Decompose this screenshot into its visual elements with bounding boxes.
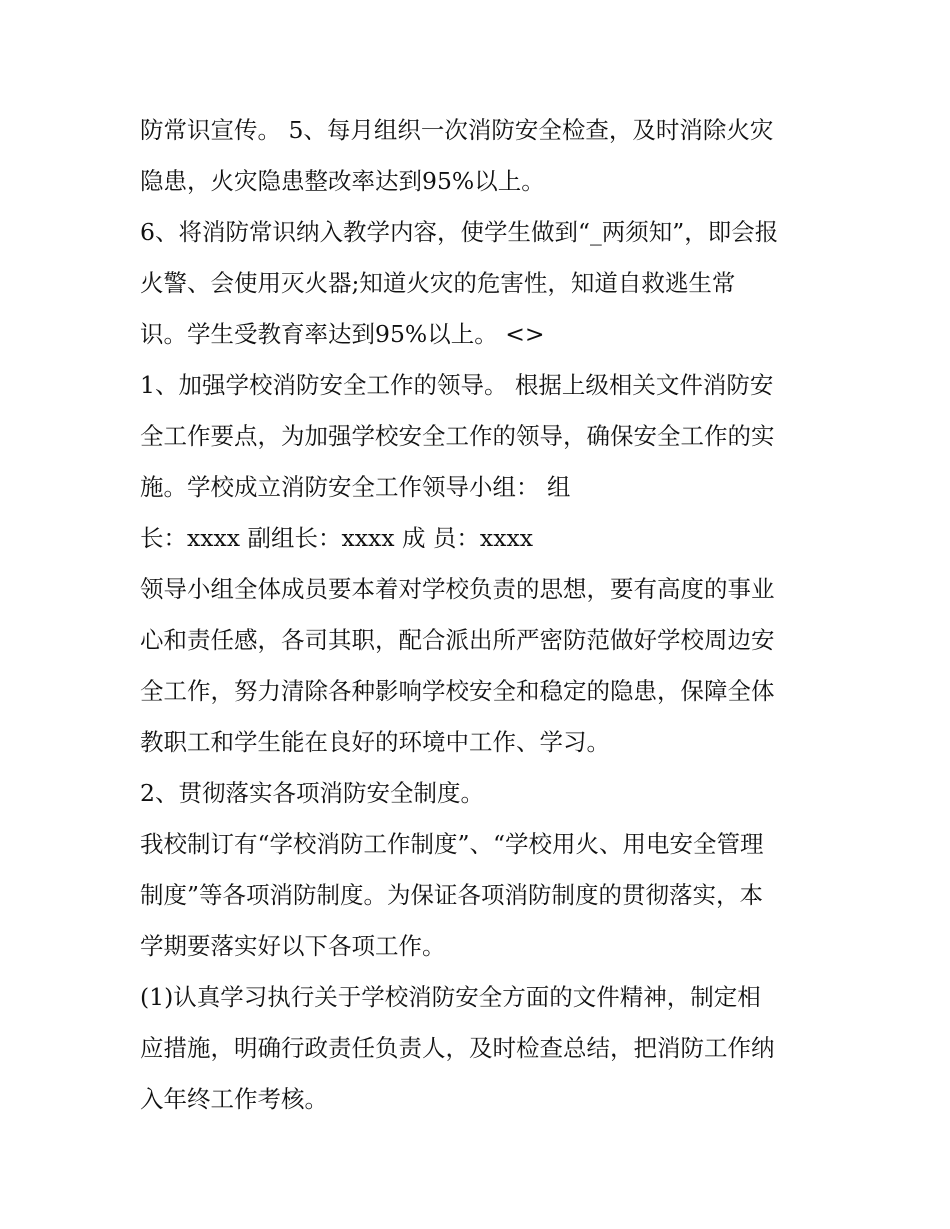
text-line: 制度”等各项消防制度。为保证各项消防制度的贯彻落实，本 xyxy=(140,881,764,909)
text-line: 全工作要点，为加强学校安全工作的领导，确保安全工作的实 xyxy=(140,422,775,450)
text-line: 火警、会使用灭火器;知道火灾的危害性，知道自救逃生常 xyxy=(140,269,736,297)
text-line: 6、将消防常识纳入教学内容，使学生做到“_两须知”，即会报 xyxy=(140,218,779,246)
text-line: 心和责任感，各司其职，配合派出所严密防范做好学校周边安 xyxy=(140,626,775,654)
text-line: 入年终工作考核。 xyxy=(140,1085,328,1113)
text-line: 应措施，明确行政责任负责人，及时检查总结，把消防工作纳 xyxy=(140,1034,775,1062)
text-line: (1)认真学习执行关于学校消防安全方面的文件精神，制定相 xyxy=(140,983,761,1011)
text-line: 教职工和学生能在良好的环境中工作、学习。 xyxy=(140,728,610,756)
text-line: 我校制订有“学校消防工作制度”、“学校用火、用电安全管理 xyxy=(140,830,764,858)
text-line: 1、加强学校消防安全工作的领导。 根据上级相关文件消防安 xyxy=(140,371,774,399)
text-line: 防常识宣传。 5、每月组织一次消防安全检查，及时消除火灾 xyxy=(140,116,774,144)
document-body xyxy=(140,105,830,1125)
text-line: 学期要落实好以下各项工作。 xyxy=(140,932,446,960)
text-line: 隐患，火灾隐患整改率达到95%以上。 xyxy=(140,167,545,195)
text-line: 领导小组全体成员要本着对学校负责的思想，要有高度的事业 xyxy=(140,575,775,603)
text-line: 识。学生受教育率达到95%以上。 <> xyxy=(140,320,545,348)
text-line: 施。学校成立消防安全工作领导小组： 组 xyxy=(140,473,571,501)
text-line: 长：xxxx 副组长：xxxx 成 员：xxxx xyxy=(140,524,533,552)
text-line: 2、贯彻落实各项消防安全制度。 xyxy=(140,779,484,807)
text-line: 全工作，努力清除各种影响学校安全和稳定的隐患，保障全体 xyxy=(140,677,775,705)
